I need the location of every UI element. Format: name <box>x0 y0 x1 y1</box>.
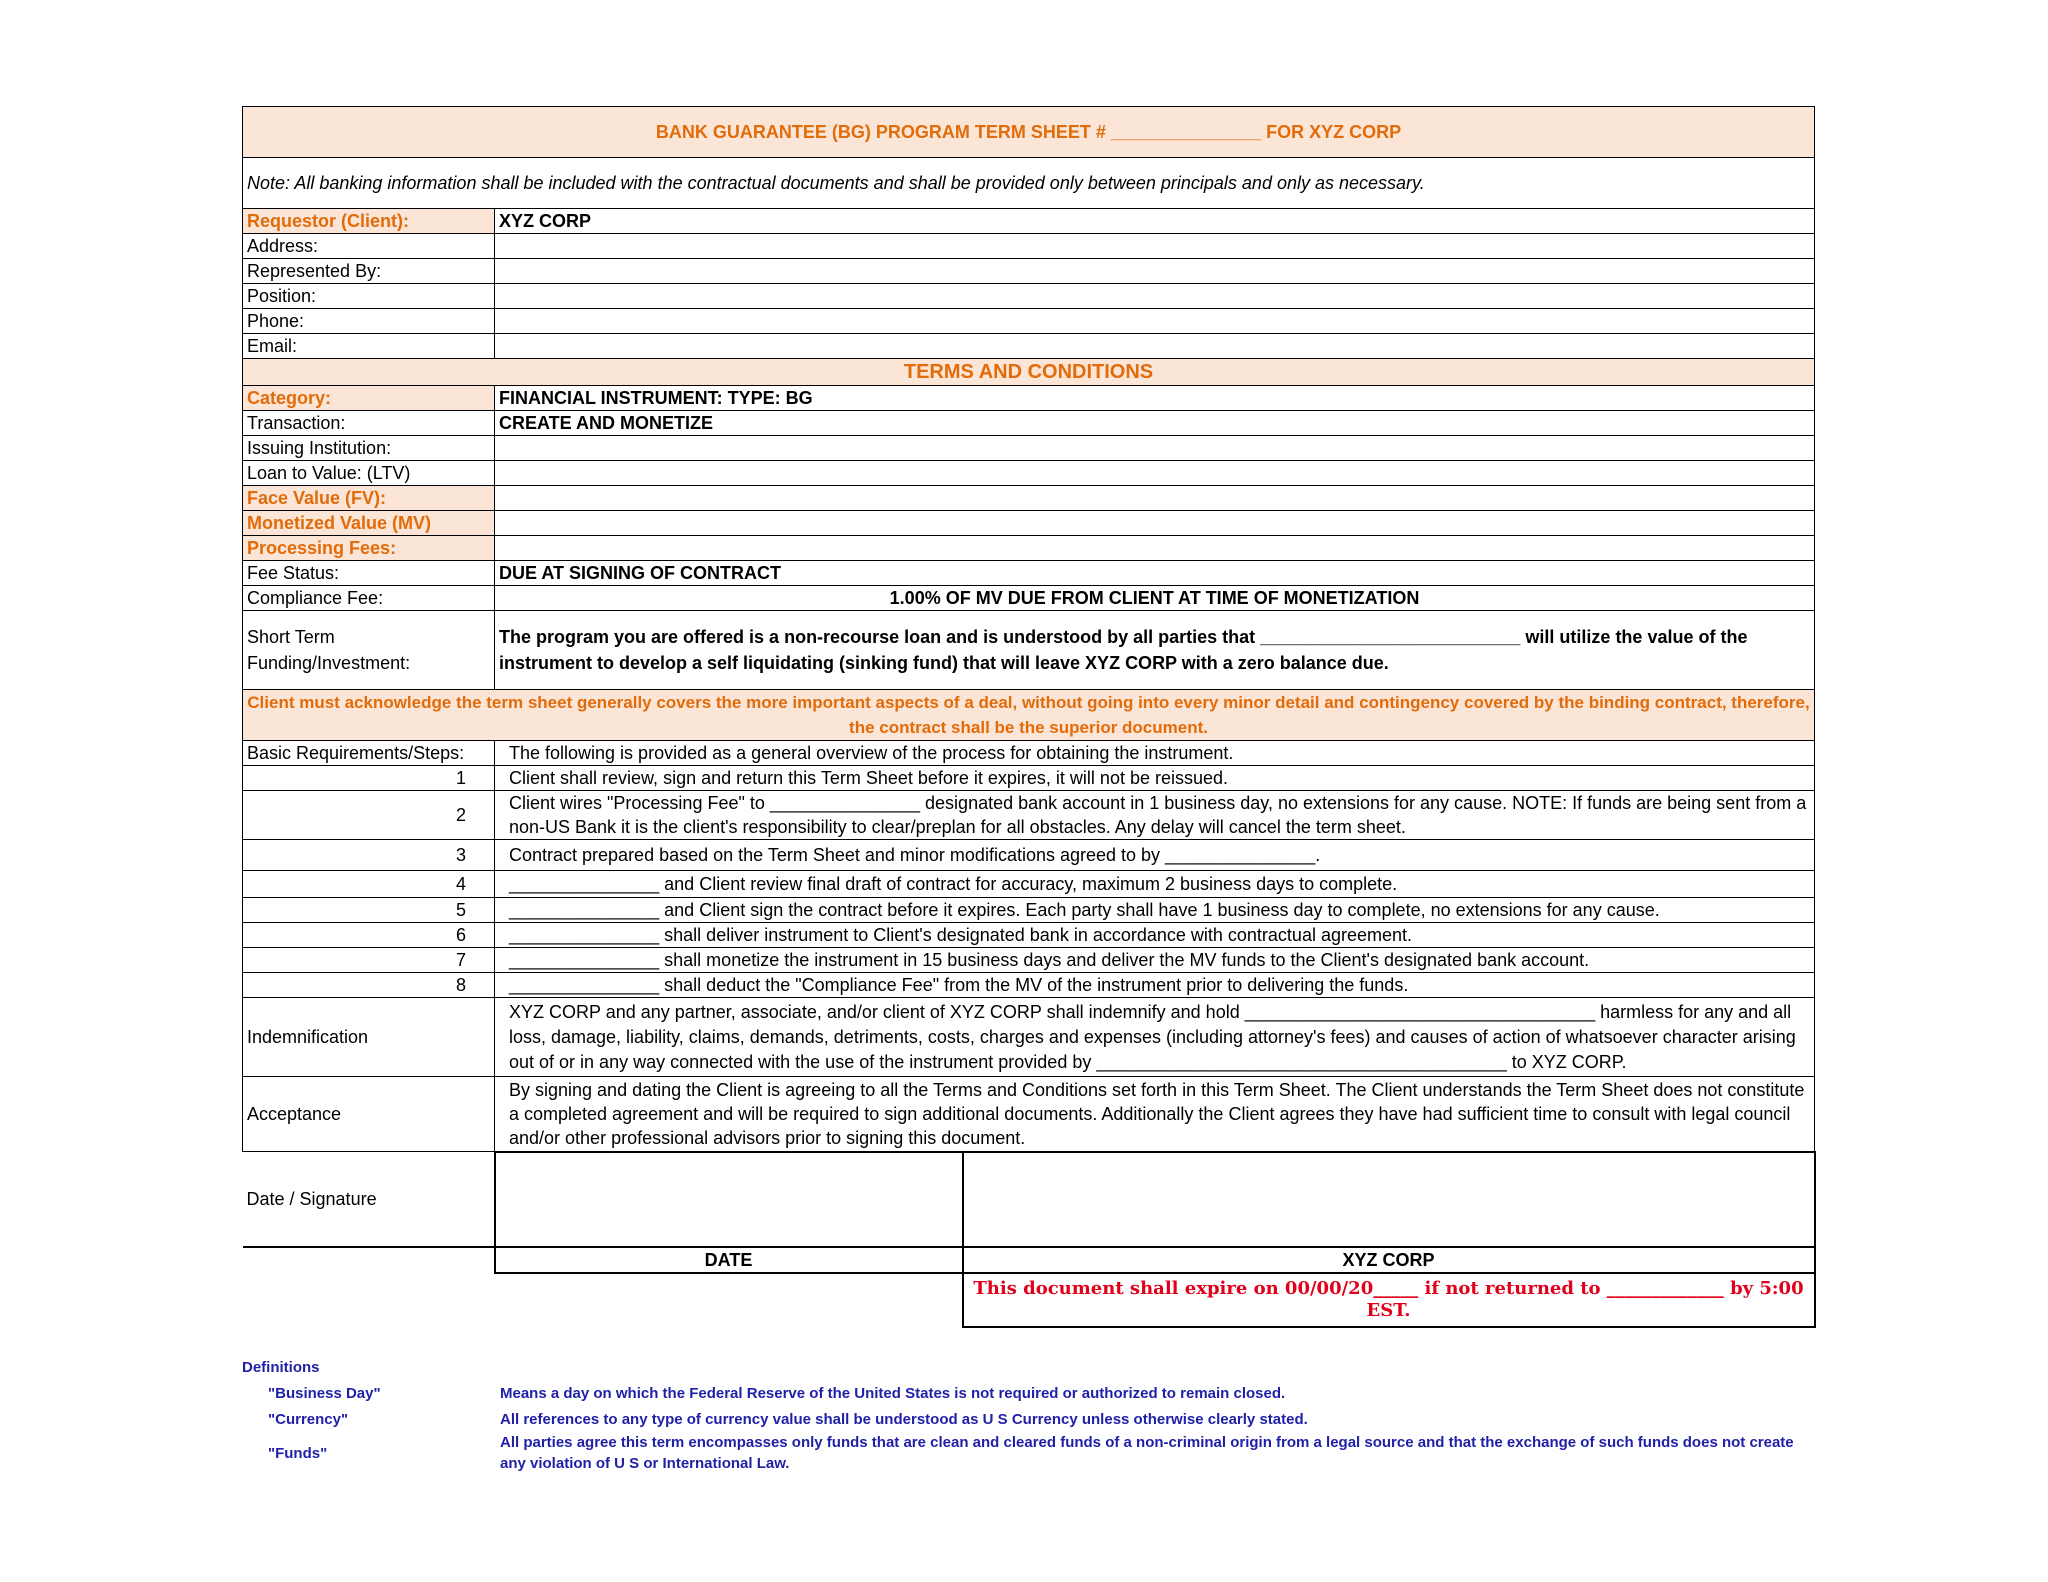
term-row <box>243 386 1815 411</box>
blank-cell <box>243 1247 495 1273</box>
issuing-institution-label: Issuing Institution: <box>243 436 495 461</box>
position-field[interactable] <box>495 284 1815 309</box>
step-row <box>243 766 1815 791</box>
steps-intro-row <box>243 741 1815 766</box>
compliance-label: Compliance Fee: <box>243 586 495 611</box>
expire-row <box>243 1273 1815 1327</box>
fee-status-value[interactable]: DUE AT SIGNING OF CONTRACT <box>495 561 1815 586</box>
address-label: Address: <box>243 234 495 259</box>
step-number: 2 <box>243 791 495 840</box>
definition-item <box>242 1406 1842 1432</box>
definition-desc: Means a day on which the Federal Reserve of the United States is not required or authorized to remain closed. <box>500 1384 1286 1402</box>
step-row <box>243 898 1815 923</box>
represented-by-field[interactable] <box>495 259 1815 284</box>
note-text: Note: All banking information shall be included with the contractual documents and shall be provided only between principals and only as necessary. <box>243 158 1815 209</box>
step-row <box>243 923 1815 948</box>
indemnification-text: XYZ CORP and any partner, associate, and/or client of XYZ CORP shall indemnify and hold ___________________________________ harmless for any and all loss, damage, liability, claims, demands, detriments, costs, charges and expenses (including attorney's fees) and causes of action of whatsoever character arising out of or in any way connected with the use of the instrument provided by _________________________________________ to XYZ CORP. <box>495 998 1815 1077</box>
definition-item <box>242 1432 1842 1474</box>
term-row <box>243 561 1815 586</box>
email-label: Email: <box>243 334 495 359</box>
client-row <box>243 284 1815 309</box>
signature-caption-row <box>243 1247 1815 1273</box>
step-text: _______________ shall monetize the instrument in 15 business days and deliver the MV funds to the Client's designated bank account. <box>495 948 1815 973</box>
short-term-row <box>243 611 1815 690</box>
fee-status-label: Fee Status: <box>243 561 495 586</box>
client-row <box>243 234 1815 259</box>
short-term-label: Short Term Funding/Investment: <box>243 611 495 690</box>
definition-desc: All references to any type of currency value shall be understood as U S Currency unless otherwise clearly stated. <box>500 1410 1308 1428</box>
definition-desc: All parties agree this term encompasses only funds that are clean and cleared funds of a non-criminal origin from a legal source and that the exchange of such funds does not create any violation of U S or International Law. <box>500 1434 1794 1472</box>
date-caption: DATE <box>495 1247 963 1273</box>
acceptance-text: By signing and dating the Client is agreeing to all the Terms and Conditions set forth in this Term Sheet. The Client understands the Term Sheet does not constitute a completed agreement and will be required to sign additional documents. Additionally the Client agrees they have had sufficient time to consult with legal council and/or other professional advisors prior to signing this document. <box>495 1077 1815 1152</box>
signature-row <box>243 1152 1815 1248</box>
transaction-label: Transaction: <box>243 411 495 436</box>
step-row <box>243 871 1815 898</box>
step-text: _______________ and Client sign the contract before it expires. Each party shall have 1 business day to complete, no extensions for any cause. <box>495 898 1815 923</box>
step-text: _______________ shall deliver instrument to Client's designated bank in accordance with contractual agreement. <box>495 923 1815 948</box>
short-term-value: The program you are offered is a non-recourse loan and is understood by all parties that __________________________ will utilize the value of the instrument to develop a self liquidating (sinking fund) that will leave XYZ CORP with a zero balance due. <box>495 611 1815 690</box>
step-row <box>243 948 1815 973</box>
company-caption: XYZ CORP <box>963 1247 1815 1273</box>
expire-notice: This document shall expire on 00/00/20_____ if not returned to _____________ by 5:00 EST. <box>963 1273 1815 1327</box>
step-number: 3 <box>243 840 495 871</box>
term-row <box>243 436 1815 461</box>
processing-fees-field[interactable] <box>495 536 1815 561</box>
step-text: Client wires "Processing Fee" to _______________ designated bank account in 1 business day, no extensions for any cause. NOTE: If funds are being sent from a non-US Bank it is the client's responsibility to clear/preplan for all obstacles. Any delay will cancel the term sheet. <box>495 791 1815 840</box>
transaction-value[interactable]: CREATE AND MONETIZE <box>495 411 1815 436</box>
title-row <box>243 107 1815 158</box>
term-row <box>243 511 1815 536</box>
face-value-label: Face Value (FV): <box>243 486 495 511</box>
monetized-value-field[interactable] <box>495 511 1815 536</box>
definitions-heading: Definitions <box>242 1359 320 1376</box>
date-signature-box[interactable] <box>495 1152 963 1248</box>
definitions <box>242 1356 1842 1474</box>
email-field[interactable] <box>495 334 1815 359</box>
term-row <box>243 486 1815 511</box>
terms-heading: TERMS AND CONDITIONS <box>243 359 1815 386</box>
term-sheet <box>242 106 1814 1328</box>
requestor-label: Requestor (Client): <box>243 209 495 234</box>
face-value-field[interactable] <box>495 486 1815 511</box>
step-number: 7 <box>243 948 495 973</box>
step-number: 5 <box>243 898 495 923</box>
phone-field[interactable] <box>495 309 1815 334</box>
client-row <box>243 259 1815 284</box>
step-number: 1 <box>243 766 495 791</box>
step-text: Client shall review, sign and return this Term Sheet before it expires, it will not be reissued. <box>495 766 1815 791</box>
definition-term: "Funds" <box>268 1444 328 1462</box>
steps-intro: The following is provided as a general overview of the process for obtaining the instrument. <box>495 741 1815 766</box>
note-row <box>243 158 1815 209</box>
term-row <box>243 411 1815 436</box>
compliance-value: 1.00% OF MV DUE FROM CLIENT AT TIME OF MONETIZATION <box>495 586 1815 611</box>
client-row <box>243 209 1815 234</box>
client-row <box>243 309 1815 334</box>
category-value[interactable]: FINANCIAL INSTRUMENT: TYPE: BG <box>495 386 1815 411</box>
term-row <box>243 536 1815 561</box>
acceptance-row <box>243 1077 1815 1152</box>
issuing-institution-field[interactable] <box>495 436 1815 461</box>
blank-cell <box>243 1273 495 1327</box>
step-text: _______________ shall deduct the "Compliance Fee" from the MV of the instrument prior to delivering the funds. <box>495 973 1815 998</box>
compliance-row <box>243 586 1815 611</box>
step-row <box>243 791 1815 840</box>
step-text: _______________ and Client review final draft of contract for accuracy, maximum 2 business days to complete. <box>495 871 1815 898</box>
position-label: Position: <box>243 284 495 309</box>
step-text: Contract prepared based on the Term Sheet and minor modifications agreed to by _______________. <box>495 840 1815 871</box>
step-number: 4 <box>243 871 495 898</box>
blank-cell <box>495 1273 963 1327</box>
acknowledge-row <box>243 690 1815 741</box>
ltv-field[interactable] <box>495 461 1815 486</box>
definition-item <box>242 1380 1842 1406</box>
ltv-label: Loan to Value: (LTV) <box>243 461 495 486</box>
signature-label: Date / Signature <box>243 1152 495 1248</box>
requestor-value[interactable]: XYZ CORP <box>495 209 1815 234</box>
indemnification-label: Indemnification <box>243 998 495 1077</box>
company-signature-box[interactable] <box>963 1152 1815 1248</box>
terms-heading-row <box>243 359 1815 386</box>
steps-label: Basic Requirements/Steps: <box>243 741 495 766</box>
monetized-value-label: Monetized Value (MV) <box>243 511 495 536</box>
indemnification-row <box>243 998 1815 1077</box>
term-sheet-table <box>242 106 1816 1328</box>
sheet-title: BANK GUARANTEE (BG) PROGRAM TERM SHEET # _______________ FOR XYZ CORP <box>243 107 1815 158</box>
acceptance-label: Acceptance <box>243 1077 495 1152</box>
category-label: Category: <box>243 386 495 411</box>
acknowledge-text: Client must acknowledge the term sheet generally covers the more important aspects of a deal, without going into every minor detail and contingency covered by the binding contract, therefore, the contract shall be the superior document. <box>243 690 1815 741</box>
step-row <box>243 840 1815 871</box>
step-number: 8 <box>243 973 495 998</box>
processing-fees-label: Processing Fees: <box>243 536 495 561</box>
address-field[interactable] <box>495 234 1815 259</box>
step-number: 6 <box>243 923 495 948</box>
term-row <box>243 461 1815 486</box>
client-row <box>243 334 1815 359</box>
step-row <box>243 973 1815 998</box>
represented-by-label: Represented By: <box>243 259 495 284</box>
definition-term: "Currency" <box>268 1410 349 1428</box>
definition-term: "Business Day" <box>268 1384 381 1402</box>
phone-label: Phone: <box>243 309 495 334</box>
